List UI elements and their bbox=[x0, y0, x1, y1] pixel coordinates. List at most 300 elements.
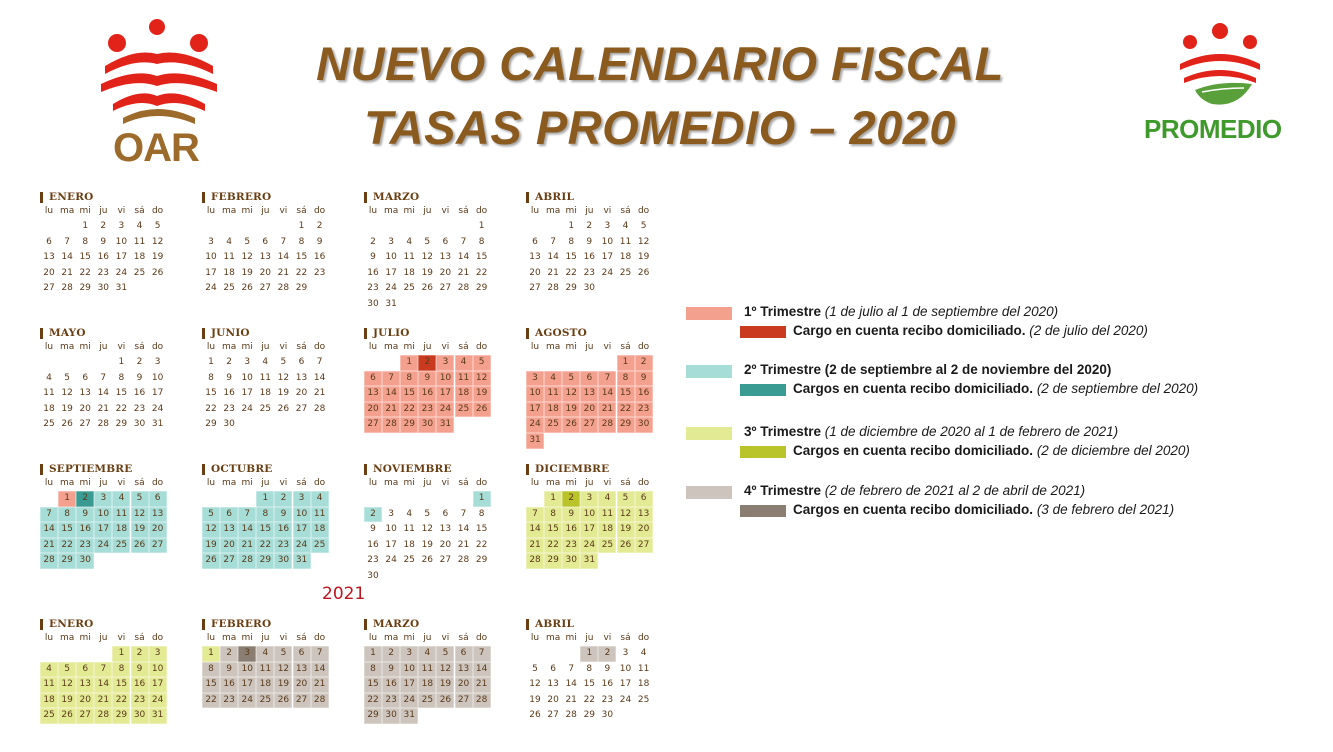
day-cell: 2 bbox=[136, 357, 143, 367]
day-cell: 9 bbox=[604, 663, 611, 674]
day-cell: 12 bbox=[61, 388, 73, 399]
day-cell: 23 bbox=[635, 402, 653, 418]
month-marker bbox=[526, 464, 529, 475]
day-header: vi bbox=[441, 342, 450, 352]
day-cell: 24 bbox=[115, 267, 128, 278]
day-cell: 26 bbox=[151, 267, 164, 278]
day-cell: 27 bbox=[364, 417, 382, 433]
day-cell: 16 bbox=[367, 539, 379, 550]
day-cell: 8 bbox=[364, 662, 382, 678]
month-name-text: JULIO bbox=[373, 327, 410, 339]
day-cell: 30 bbox=[418, 417, 436, 433]
day-header: lu bbox=[530, 478, 540, 488]
day-cell: 24 bbox=[149, 693, 167, 709]
day-cell: 3 bbox=[436, 355, 454, 371]
day-cell: 2 bbox=[220, 646, 238, 662]
day-cell: 27 bbox=[79, 419, 91, 430]
day-header: do bbox=[637, 342, 650, 352]
day-cell: 6 bbox=[442, 236, 449, 247]
month-marker bbox=[364, 192, 367, 203]
day-cell: 11 bbox=[598, 507, 616, 523]
day-cell: 26 bbox=[421, 555, 434, 566]
day-cell: 10 bbox=[115, 236, 128, 247]
day-cell: 7 bbox=[526, 507, 544, 523]
legend-cargo-text: Cargos en cuenta recibo domiciliado. (2 de septiembre del 2020) bbox=[793, 381, 1199, 396]
day-cell: 28 bbox=[40, 553, 58, 569]
day-cell: 13 bbox=[220, 522, 238, 538]
day-cell: 1 bbox=[256, 491, 274, 507]
day-cell: 27 bbox=[293, 693, 311, 709]
day-cell: 29 bbox=[295, 283, 308, 294]
day-cell: 16 bbox=[562, 522, 580, 538]
month-grid bbox=[526, 477, 688, 597]
day-cell: 19 bbox=[421, 539, 434, 550]
day-cell: 21 bbox=[238, 538, 256, 554]
day-cell: 21 bbox=[313, 388, 326, 399]
day-cell: 29 bbox=[79, 283, 91, 294]
day-header: do bbox=[313, 633, 326, 643]
day-header: sá bbox=[296, 206, 307, 216]
legend-cargo-text: Cargos en cuenta recibo domiciliado. (2 de diciembre del 2020) bbox=[793, 443, 1190, 458]
month-grid bbox=[40, 205, 202, 325]
day-cell: 31 bbox=[400, 708, 418, 724]
month-name bbox=[40, 462, 202, 477]
month-febrero bbox=[202, 617, 364, 752]
day-cell: 26 bbox=[131, 538, 149, 554]
day-cell: 7 bbox=[311, 646, 329, 662]
day-cell: 21 bbox=[473, 677, 491, 693]
day-cell: 16 bbox=[382, 677, 400, 693]
month-grid bbox=[364, 477, 526, 597]
day-cell: 3 bbox=[238, 646, 256, 662]
day-cell: 23 bbox=[76, 538, 94, 554]
legend-item bbox=[686, 362, 1286, 404]
day-cell: 18 bbox=[455, 386, 473, 402]
month-name bbox=[526, 326, 688, 341]
day-header: ju bbox=[423, 633, 432, 643]
day-header: ma bbox=[221, 342, 237, 352]
month-marker bbox=[202, 464, 205, 475]
month-name-text: ENERO bbox=[49, 618, 94, 630]
day-cell: 12 bbox=[241, 252, 253, 263]
day-cell: 22 bbox=[58, 538, 76, 554]
day-cell: 8 bbox=[544, 507, 562, 523]
day-cell: 4 bbox=[418, 646, 436, 662]
day-cell: 26 bbox=[61, 419, 73, 430]
day-cell: 14 bbox=[473, 662, 491, 678]
month-julio bbox=[364, 326, 526, 461]
day-header: do bbox=[151, 478, 164, 488]
day-cell: 23 bbox=[583, 267, 596, 278]
day-header: lu bbox=[206, 478, 216, 488]
day-cell: 31 bbox=[436, 417, 454, 433]
legend-cargo-swatch bbox=[740, 384, 786, 396]
day-cell: 2 bbox=[598, 646, 616, 662]
day-header: ma bbox=[545, 342, 561, 352]
day-cell: 9 bbox=[418, 371, 436, 387]
day-cell: 14 bbox=[94, 677, 112, 693]
day-cell: 30 bbox=[562, 553, 580, 569]
day-cell: 4 bbox=[40, 662, 58, 678]
day-cell: 18 bbox=[544, 402, 562, 418]
day-cell: 22 bbox=[79, 267, 91, 278]
day-cell: 16 bbox=[76, 522, 94, 538]
day-cell: 31 bbox=[115, 283, 128, 294]
day-cell: 29 bbox=[256, 553, 274, 569]
day-header: vi bbox=[441, 478, 450, 488]
month-name-text: ENERO bbox=[49, 191, 94, 203]
day-cell: 1 bbox=[202, 646, 220, 662]
day-cell: 10 bbox=[385, 524, 397, 535]
day-header: lu bbox=[530, 633, 540, 643]
day-cell: 7 bbox=[64, 236, 70, 247]
day-cell: 22 bbox=[475, 539, 488, 550]
month-name bbox=[526, 462, 688, 477]
day-cell: 21 bbox=[40, 538, 58, 554]
day-header: do bbox=[637, 478, 650, 488]
day-cell: 12 bbox=[277, 372, 290, 383]
day-cell: 2 bbox=[370, 236, 376, 247]
day-cell: 19 bbox=[277, 388, 290, 399]
day-header: do bbox=[151, 342, 164, 352]
day-cell: 3 bbox=[244, 357, 251, 367]
day-cell: 4 bbox=[544, 371, 562, 387]
day-cell: 2 bbox=[131, 646, 149, 662]
day-cell: 24 bbox=[385, 283, 397, 294]
day-cell: 25 bbox=[403, 555, 415, 566]
day-cell: 31 bbox=[580, 553, 598, 569]
day-cell: 21 bbox=[382, 402, 400, 418]
day-cell: 26 bbox=[274, 693, 292, 709]
day-cell: 24 bbox=[580, 538, 598, 554]
day-cell: 17 bbox=[436, 386, 454, 402]
day-cell: 8 bbox=[478, 236, 485, 247]
day-cell: 14 bbox=[457, 252, 470, 263]
day-cell: 19 bbox=[529, 694, 541, 705]
day-cell: 13 bbox=[76, 677, 94, 693]
day-cell: 22 bbox=[583, 694, 596, 705]
day-cell: 13 bbox=[529, 252, 541, 263]
day-cell: 6 bbox=[293, 646, 311, 662]
day-cell: 26 bbox=[529, 710, 541, 721]
day-cell: 25 bbox=[598, 538, 616, 554]
day-cell: 3 bbox=[154, 357, 161, 367]
day-cell: 21 bbox=[97, 403, 110, 414]
day-cell: 10 bbox=[400, 662, 418, 678]
day-cell: 26 bbox=[617, 538, 635, 554]
day-header: vi bbox=[117, 342, 126, 352]
day-cell: 5 bbox=[244, 236, 251, 247]
day-cell: 29 bbox=[58, 553, 76, 569]
day-cell: 10 bbox=[238, 662, 256, 678]
day-cell: 19 bbox=[202, 538, 220, 554]
day-cell: 19 bbox=[436, 677, 454, 693]
day-cell: 7 bbox=[598, 371, 616, 387]
day-cell: 8 bbox=[298, 236, 305, 247]
day-cell: 5 bbox=[562, 371, 580, 387]
day-cell: 27 bbox=[580, 417, 598, 433]
day-header: ma bbox=[59, 478, 75, 488]
day-cell: 10 bbox=[526, 386, 544, 402]
legend-cargo-swatch bbox=[740, 446, 786, 458]
day-cell: 28 bbox=[238, 553, 256, 569]
legend-item bbox=[686, 424, 1286, 466]
day-cell: 22 bbox=[364, 693, 382, 709]
day-cell: 9 bbox=[635, 371, 653, 387]
day-header: sá bbox=[620, 206, 631, 216]
day-cell: 25 bbox=[311, 538, 329, 554]
day-cell: 6 bbox=[220, 507, 238, 523]
month-marker bbox=[40, 192, 43, 203]
day-cell: 20 bbox=[529, 267, 541, 278]
day-header: lu bbox=[368, 633, 378, 643]
day-cell: 16 bbox=[418, 386, 436, 402]
day-header: do bbox=[313, 206, 326, 216]
day-cell: 12 bbox=[202, 522, 220, 538]
day-cell: 28 bbox=[547, 283, 559, 294]
day-cell: 20 bbox=[220, 538, 238, 554]
day-cell: 4 bbox=[226, 236, 232, 247]
day-cell: 8 bbox=[118, 372, 125, 383]
day-cell: 1 bbox=[82, 221, 89, 231]
day-cell: 22 bbox=[205, 403, 217, 414]
day-cell: 28 bbox=[313, 403, 326, 414]
day-cell: 3 bbox=[388, 236, 394, 247]
day-cell: 26 bbox=[436, 693, 454, 709]
day-cell: 16 bbox=[223, 388, 235, 399]
day-cell: 31 bbox=[385, 299, 397, 309]
day-cell: 4 bbox=[640, 648, 647, 658]
day-header: ma bbox=[545, 633, 561, 643]
day-cell: 12 bbox=[473, 371, 491, 387]
day-cell: 12 bbox=[274, 662, 292, 678]
day-cell: 20 bbox=[439, 267, 452, 278]
day-cell: 22 bbox=[202, 693, 220, 709]
day-cell: 10 bbox=[241, 372, 253, 383]
day-cell: 24 bbox=[94, 538, 112, 554]
day-cell: 22 bbox=[475, 267, 488, 278]
day-cell: 21 bbox=[526, 538, 544, 554]
day-cell: 30 bbox=[583, 283, 596, 294]
day-cell: 20 bbox=[580, 402, 598, 418]
day-cell: 2 bbox=[100, 221, 107, 231]
day-cell: 12 bbox=[58, 677, 76, 693]
day-cell: 11 bbox=[637, 663, 650, 674]
day-header: vi bbox=[279, 478, 288, 488]
day-cell: 11 bbox=[223, 252, 235, 263]
day-cell: 27 bbox=[547, 710, 559, 721]
day-cell: 27 bbox=[76, 708, 94, 724]
month-grid bbox=[526, 205, 688, 325]
day-cell: 21 bbox=[457, 539, 470, 550]
day-header: ma bbox=[59, 342, 75, 352]
day-cell: 13 bbox=[580, 386, 598, 402]
day-cell: 3 bbox=[604, 221, 611, 231]
month-enero bbox=[40, 617, 202, 752]
day-cell: 20 bbox=[259, 267, 272, 278]
day-header: sá bbox=[620, 478, 631, 488]
day-cell: 6 bbox=[635, 491, 653, 507]
day-cell: 31 bbox=[526, 433, 544, 449]
day-cell: 17 bbox=[385, 267, 397, 278]
day-cell: 25 bbox=[619, 267, 632, 278]
day-cell: 15 bbox=[202, 677, 220, 693]
day-cell: 17 bbox=[601, 252, 614, 263]
day-cell: 19 bbox=[274, 677, 292, 693]
day-cell: 2 bbox=[274, 491, 292, 507]
month-grid bbox=[202, 205, 364, 325]
day-cell: 17 bbox=[526, 402, 544, 418]
day-cell: 16 bbox=[601, 679, 614, 690]
day-cell: 29 bbox=[565, 283, 577, 294]
day-cell: 5 bbox=[202, 507, 220, 523]
day-cell: 12 bbox=[151, 236, 164, 247]
day-cell: 28 bbox=[94, 708, 112, 724]
day-cell: 30 bbox=[601, 710, 614, 721]
day-cell: 17 bbox=[385, 539, 397, 550]
day-header: ma bbox=[545, 478, 561, 488]
day-cell: 14 bbox=[457, 524, 470, 535]
day-cell: 1 bbox=[118, 357, 125, 367]
day-header: mi bbox=[79, 342, 91, 352]
day-cell: 17 bbox=[400, 677, 418, 693]
day-cell: 16 bbox=[583, 252, 596, 263]
day-header: do bbox=[313, 342, 326, 352]
day-cell: 15 bbox=[79, 252, 91, 263]
day-cell: 20 bbox=[149, 522, 167, 538]
month-junio bbox=[202, 326, 364, 461]
day-header: lu bbox=[368, 206, 378, 216]
day-cell: 7 bbox=[460, 508, 467, 519]
day-cell: 22 bbox=[112, 693, 130, 709]
day-cell: 21 bbox=[598, 402, 616, 418]
day-header: ju bbox=[423, 206, 432, 216]
day-cell: 15 bbox=[205, 388, 217, 399]
day-cell: 3 bbox=[94, 491, 112, 507]
day-cell: 5 bbox=[424, 236, 431, 247]
day-cell: 15 bbox=[256, 522, 274, 538]
day-header: lu bbox=[206, 342, 216, 352]
day-cell: 1 bbox=[364, 646, 382, 662]
month-name-text: FEBRERO bbox=[211, 191, 272, 203]
day-cell: 20 bbox=[547, 694, 559, 705]
day-cell: 10 bbox=[580, 507, 598, 523]
day-cell: 14 bbox=[382, 386, 400, 402]
day-header: mi bbox=[403, 478, 415, 488]
month-name-text: MARZO bbox=[373, 191, 420, 203]
month-name bbox=[40, 326, 202, 341]
month-octubre bbox=[202, 462, 364, 597]
month-grid bbox=[202, 477, 364, 597]
day-cell: 9 bbox=[382, 662, 400, 678]
day-header: vi bbox=[603, 633, 612, 643]
day-cell: 8 bbox=[112, 662, 130, 678]
day-cell: 5 bbox=[154, 221, 161, 231]
day-cell: 30 bbox=[274, 553, 292, 569]
month-marzo bbox=[364, 617, 526, 752]
day-cell: 10 bbox=[149, 662, 167, 678]
month-grid bbox=[526, 341, 688, 461]
day-header: ju bbox=[99, 633, 108, 643]
day-cell: 28 bbox=[565, 710, 577, 721]
day-cell: 18 bbox=[112, 522, 130, 538]
day-cell: 29 bbox=[475, 555, 488, 566]
day-cell: 2 bbox=[364, 507, 382, 523]
day-cell: 1 bbox=[473, 491, 491, 507]
day-header: ju bbox=[261, 478, 270, 488]
day-cell: 15 bbox=[400, 386, 418, 402]
day-cell: 15 bbox=[475, 524, 488, 535]
day-cell: 26 bbox=[473, 402, 491, 418]
day-cell: 20 bbox=[76, 693, 94, 709]
day-cell: 10 bbox=[151, 372, 164, 383]
month-marker bbox=[202, 619, 205, 630]
day-cell: 28 bbox=[382, 417, 400, 433]
day-cell: 17 bbox=[238, 677, 256, 693]
day-cell: 5 bbox=[64, 372, 70, 383]
day-cell: 12 bbox=[131, 507, 149, 523]
month-marker bbox=[40, 464, 43, 475]
day-cell: 21 bbox=[61, 267, 73, 278]
day-cell: 1 bbox=[617, 355, 635, 371]
day-cell: 7 bbox=[460, 236, 467, 247]
day-cell: 1 bbox=[298, 221, 305, 231]
day-cell: 13 bbox=[439, 252, 452, 263]
day-cell: 12 bbox=[617, 507, 635, 523]
day-cell: 17 bbox=[580, 522, 598, 538]
day-cell: 4 bbox=[112, 491, 130, 507]
day-cell: 6 bbox=[442, 508, 449, 519]
day-header: mi bbox=[403, 342, 415, 352]
day-cell: 18 bbox=[619, 252, 632, 263]
day-cell: 22 bbox=[115, 403, 128, 414]
day-cell: 4 bbox=[136, 221, 143, 231]
month-marker bbox=[526, 619, 529, 630]
day-cell: 27 bbox=[529, 283, 541, 294]
day-cell: 11 bbox=[544, 386, 562, 402]
day-cell: 27 bbox=[455, 693, 473, 709]
day-header: mi bbox=[79, 478, 91, 488]
day-header: ma bbox=[545, 206, 561, 216]
day-cell: 23 bbox=[223, 403, 235, 414]
day-cell: 10 bbox=[601, 236, 614, 247]
month-grid bbox=[202, 341, 364, 461]
day-cell: 1 bbox=[544, 491, 562, 507]
month-marker bbox=[364, 328, 367, 339]
day-cell: 26 bbox=[277, 403, 290, 414]
day-header: ma bbox=[383, 633, 399, 643]
day-cell: 16 bbox=[97, 252, 110, 263]
day-header: vi bbox=[279, 633, 288, 643]
day-cell: 19 bbox=[241, 267, 253, 278]
day-header: vi bbox=[603, 206, 612, 216]
day-cell: 15 bbox=[58, 522, 76, 538]
day-header: ju bbox=[423, 478, 432, 488]
day-cell: 11 bbox=[112, 507, 130, 523]
day-cell: 13 bbox=[635, 507, 653, 523]
day-header: sá bbox=[134, 206, 145, 216]
day-cell: 14 bbox=[565, 679, 577, 690]
day-header: ma bbox=[383, 342, 399, 352]
day-cell: 19 bbox=[61, 403, 73, 414]
day-header: lu bbox=[44, 478, 54, 488]
day-cell: 3 bbox=[526, 371, 544, 387]
day-header: lu bbox=[44, 342, 54, 352]
day-cell: 13 bbox=[364, 386, 382, 402]
day-cell: 3 bbox=[208, 236, 214, 247]
day-cell: 27 bbox=[220, 553, 238, 569]
day-cell: 7 bbox=[382, 371, 400, 387]
